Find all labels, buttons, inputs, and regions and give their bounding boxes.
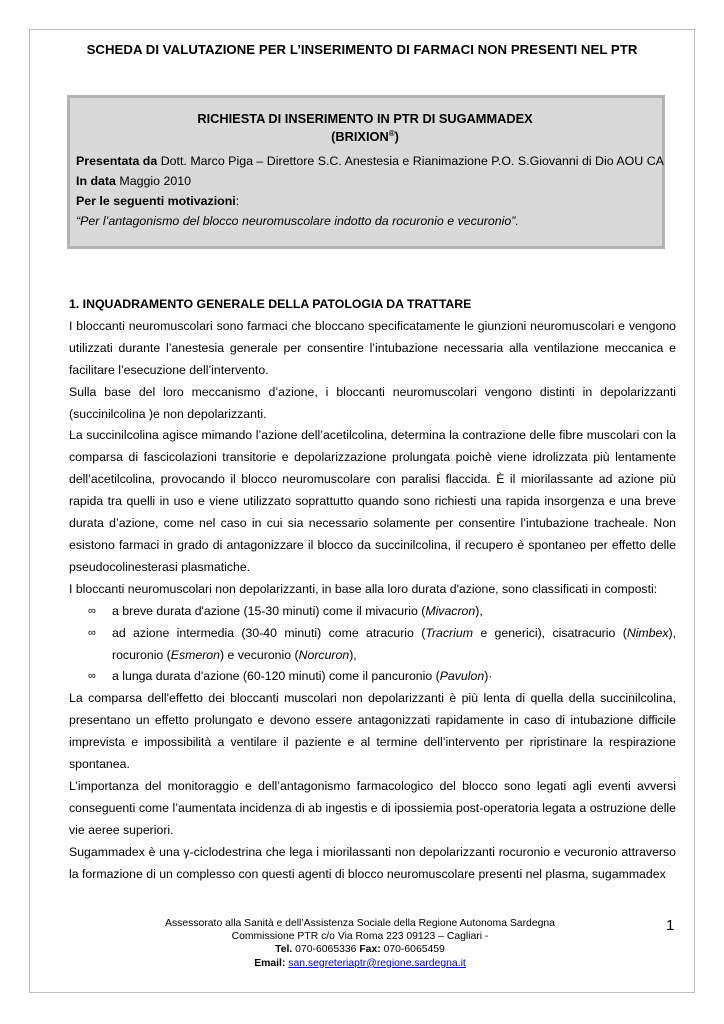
email-link[interactable]: san.segreteriaptr@regione.sardegna.it	[288, 957, 466, 969]
drug-name: Pavulon	[439, 669, 485, 684]
fax-label: Fax:	[359, 944, 381, 956]
list-item-short-acting: ∞ a breve durata d'azione (15-30 minuti) come il mivacurio (Mivacron),	[69, 601, 676, 623]
motivation-text: “Per l’antagonismo del blocco neuromuscolare indotto da rocuronio e vecuronio”.	[76, 214, 519, 228]
motivations-colon: :	[235, 194, 240, 208]
document-title: SCHEDA DI VALUTAZIONE PER L’INSERIMENTO DI FARMACI NON PRESENTI NEL PTR	[86, 42, 638, 57]
email-label: Email:	[254, 957, 286, 969]
footer-line-2: Commissione PTR c/o Via Roma 223 09123 – Cagliari -	[231, 931, 489, 943]
paragraph-3: La succinilcolina agisce mimando l’azione dell’acetilcolina, determina la contrazione delle fibre muscolari con la comparsa di fascicolazioni transitorie e depolarizzazione prolungata poichè viene idrolizzata più lentamente dell’acetilcolina, provocando il blocco neuromuscolare con paralisi flaccida. È il miorilassante ad azione più rapida tra quelli in uso e viene utilizzato soprattutto quando sono richiesti una rapida insorgenza e una breve durata d’azione, come nel caso in cui sia necessario solamente per consentire l’intubazione tracheale. Non esistono farmaci in grado di antagonizzare il blocco da succinilcolina, il recupero è spontaneo per effetto delle pseudocolinesterasi plasmatiche.	[69, 428, 676, 574]
classification-list	[69, 601, 676, 689]
section-1	[69, 294, 676, 885]
paragraph-1: I bloccanti neuromuscolari sono farmaci che bloccano specificatamente le giunzioni neuromuscolari e vengono utilizzati durante l’anestesia generale per consentire l’intubazione necessaria alla ventilazione meccanica e facilitare l’esecuzione dell’intervento.	[69, 318, 676, 377]
presented-by-line	[76, 151, 664, 171]
drug-name: Mivacron	[425, 603, 476, 618]
request-title-line1: RICHIESTA DI INSERIMENTO IN PTR DI SUGAMMADEX	[197, 111, 533, 126]
date-line	[76, 171, 654, 191]
infinity-bullet-icon: ∞	[88, 670, 96, 683]
request-title-line2	[76, 127, 654, 145]
paragraph-7: Sugammadex è una γ-ciclodestrina che lega i miorilassanti non depolarizzanti rocuronio e vecuronio attraverso la formazione di un complesso con questi agenti di blocco neuromuscolare presenti nel plasma, sugammadex	[69, 844, 676, 881]
drug-name: Nimbex	[626, 625, 669, 640]
motivations-line	[76, 191, 654, 211]
brand-name-suffix: )	[394, 128, 399, 144]
footer	[140, 917, 580, 970]
footer-email	[140, 957, 580, 970]
tel-label: Tel.	[275, 944, 293, 956]
date-value: Maggio 2010	[115, 174, 192, 188]
paragraph-5: La comparsa dell'effetto dei bloccanti muscolari non depolarizzanti è più lenta di quella della succinilcolina, presentano un effetto prolungato e devono essere antagonizzati rapidamente in caso di intubazione difficile imprevista e impossibilità a ventilare il paziente e al termine dell’intervento per ripristinare la respirazione spontanea.	[69, 691, 676, 772]
infinity-bullet-icon: ∞	[88, 604, 96, 617]
paragraph-6: L’importanza del monitoraggio e dell’antagonismo farmacologico del blocco sono legati agli eventi avversi conseguenti come l’aumentata incidenza di ab ingestis e di ipossiemia post-operatoria legata a ostruzione delle vie aeree superiori.	[69, 778, 676, 837]
list-item-long-acting: ∞ a lunga durata d'azione (60-120 minuti) come il pancuronio (Pavulon)·	[69, 666, 676, 688]
presented-by-value: Dott. Marco Piga – Direttore S.C. Anestesia e Rianimazione P.O. S.Giovanni di Dio AOU CA	[157, 154, 664, 168]
motivations-label: Per le seguenti motivazioni	[76, 194, 236, 208]
section-heading: 1. INQUADRAMENTO GENERALE DELLA PATOLOGIA DA TRATTARE	[69, 297, 472, 311]
paragraph-4: I bloccanti neuromuscolari non depolarizzanti, in base alla loro durata d'azione, sono classificati in composti:	[69, 581, 658, 596]
footer-contacts	[140, 943, 580, 956]
fax-value: 070-6065459	[380, 944, 445, 956]
tel-value: 070-6065336	[292, 944, 360, 956]
drug-name: Tracrium	[425, 625, 473, 640]
presented-by-label: Presentata da	[76, 154, 158, 168]
registered-mark: ®	[388, 128, 395, 138]
brand-name-prefix: (BRIXION	[331, 128, 389, 144]
request-box	[67, 95, 665, 249]
infinity-bullet-icon: ∞	[88, 626, 96, 639]
page-number: 1	[666, 917, 675, 934]
list-item-intermediate-acting: ∞ ad azione intermedia (30-40 minuti) come atracurio (Tracrium e generici), cisatracurio (Nimbex), rocuronio (Esmeron) e vecuronio (Norcuron),	[69, 623, 676, 667]
date-label: In data	[76, 174, 116, 188]
paragraph-2: Sulla base del loro meccanismo d’azione, i bloccanti neuromuscolari vengono distinti in depolarizzanti (succinilcolina )e non depolarizzanti.	[69, 384, 676, 421]
request-title	[76, 112, 654, 144]
drug-name: Norcuron	[298, 647, 350, 662]
drug-name: Esmeron	[170, 647, 220, 662]
footer-line-1: Assessorato alla Sanità e dell’Assistenza Sociale della Regione Autonoma Sardegna	[165, 918, 555, 929]
